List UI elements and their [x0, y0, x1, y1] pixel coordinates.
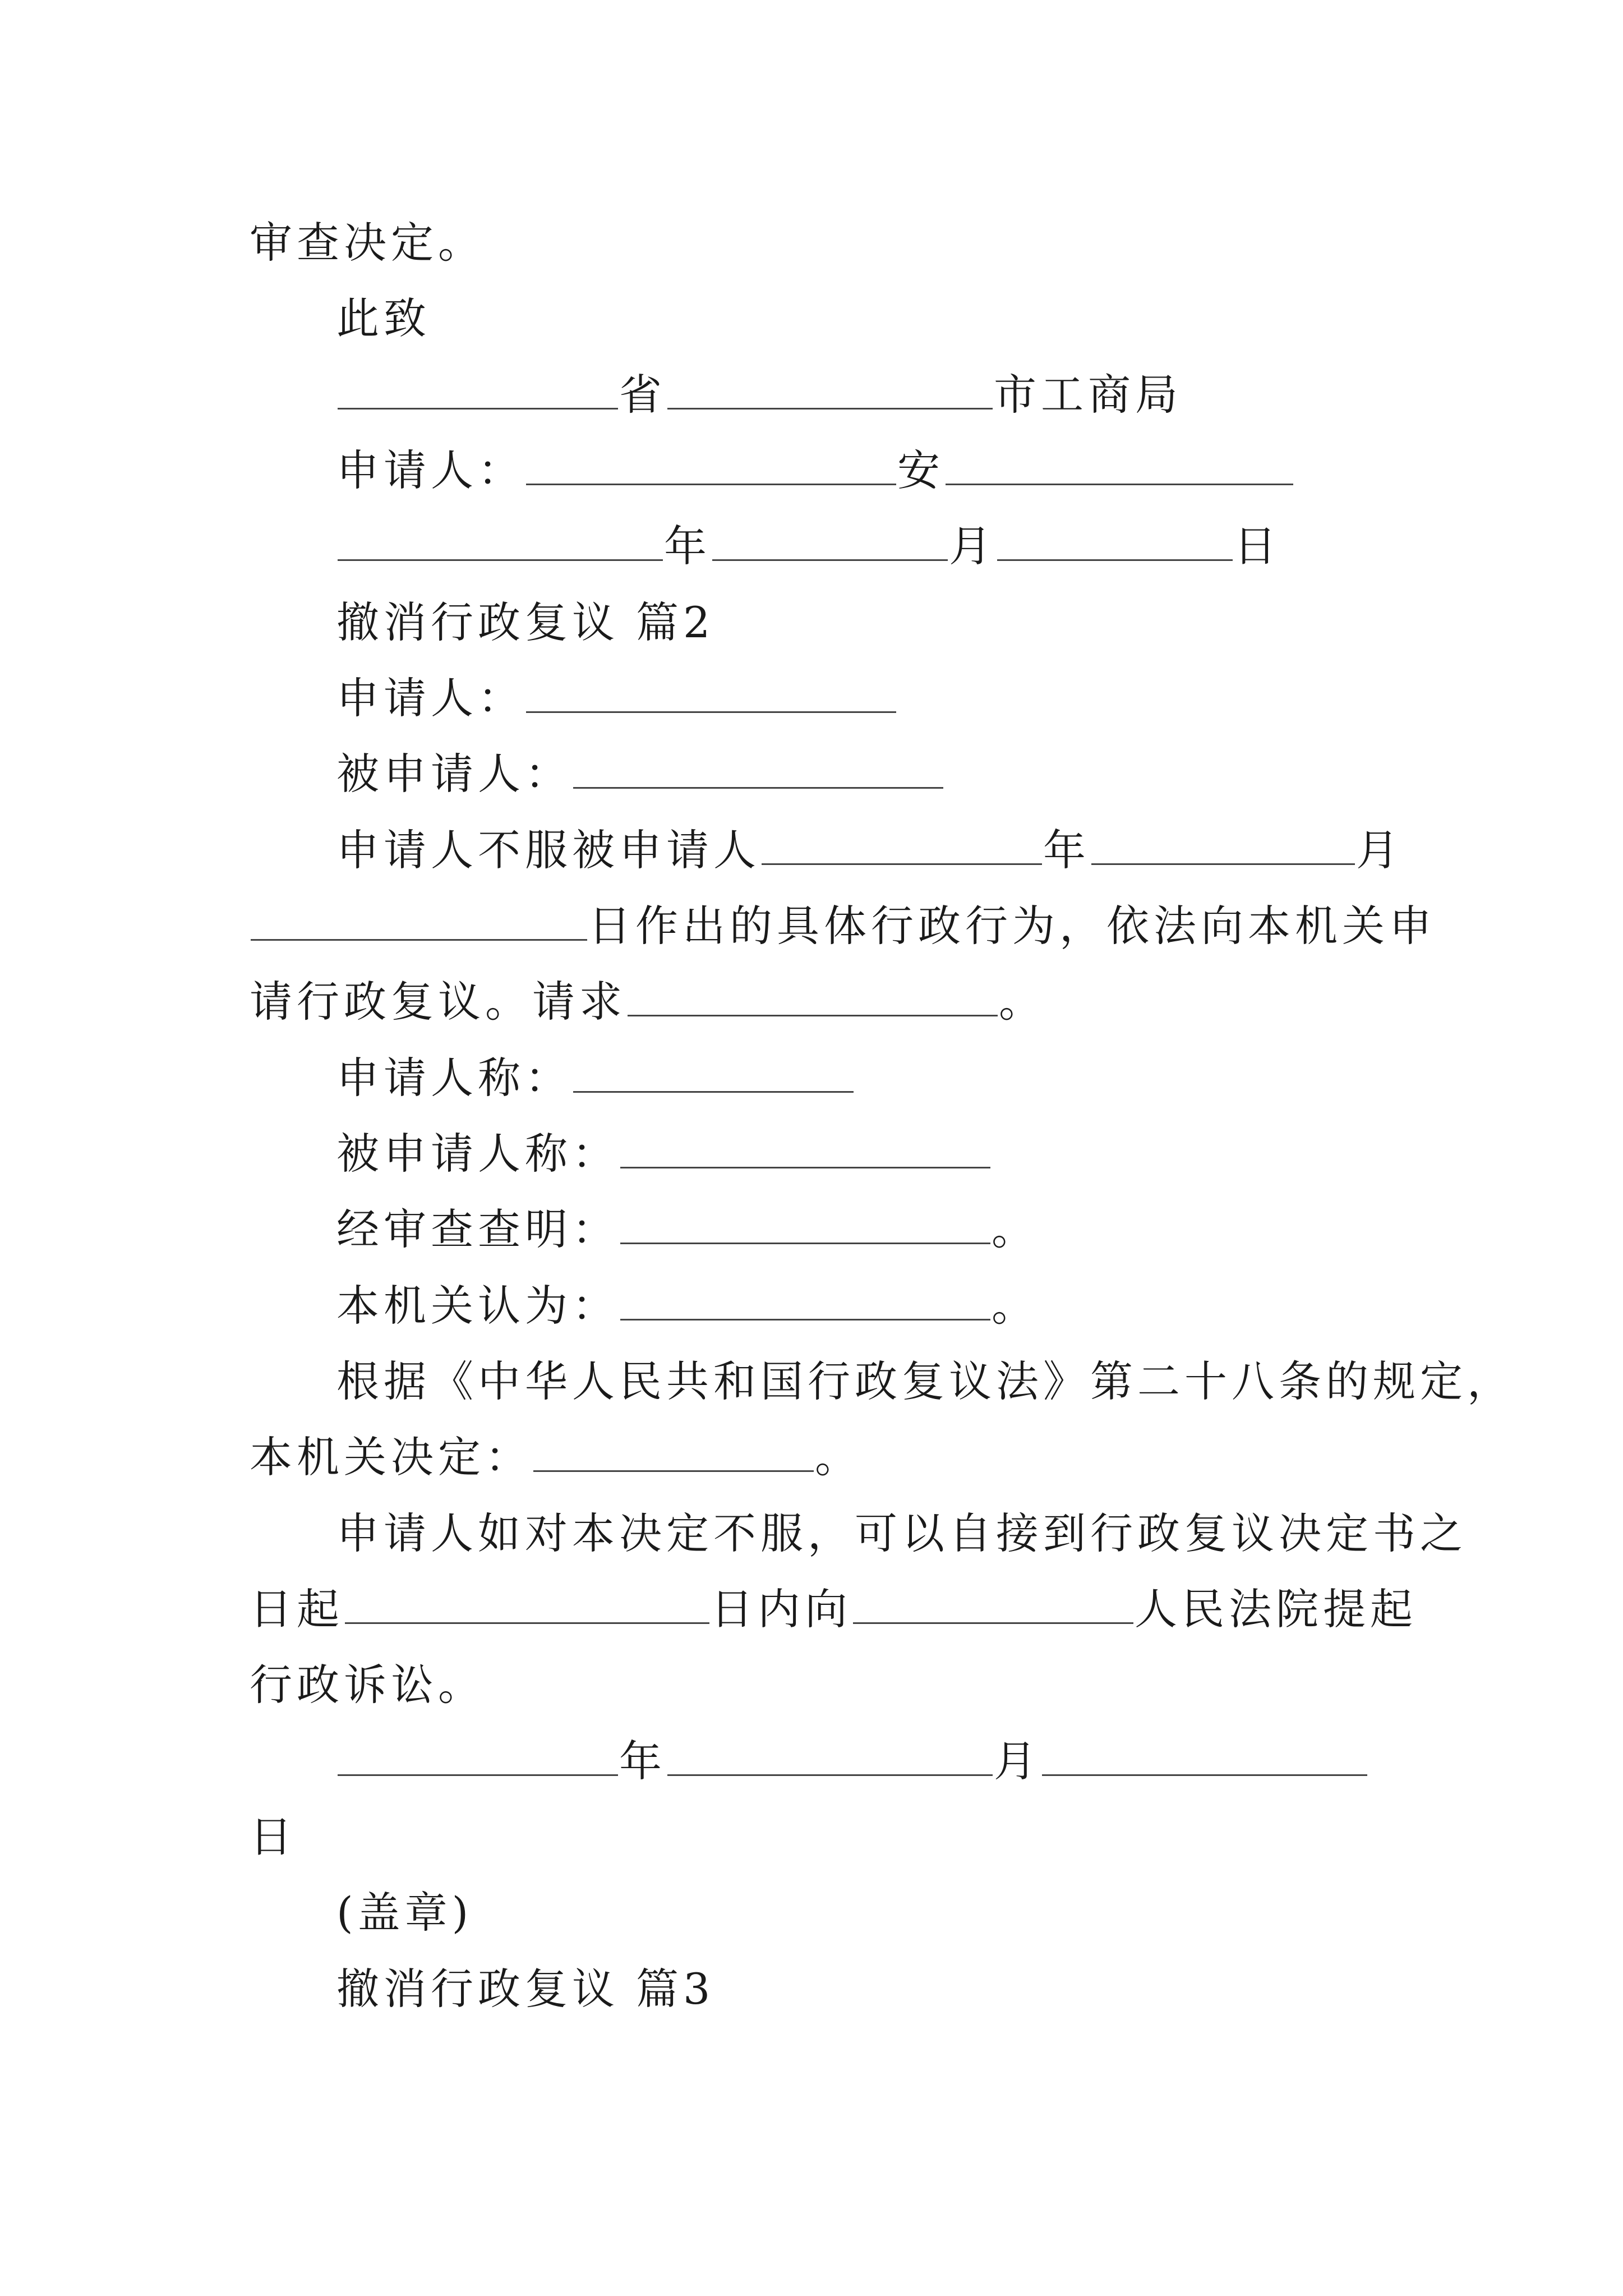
applicant-field-line: 申请人：: [336, 660, 1394, 737]
blank-field[interactable]: [997, 522, 1233, 561]
seal-label: (盖章): [336, 1888, 473, 1938]
date-line: 年 月: [336, 1723, 1394, 1800]
blank-field[interactable]: [338, 1737, 618, 1776]
text-line: 根据《中华人民共和国行政复议法》第二十八条的规定，: [336, 1356, 1514, 1406]
text-line: 本机关决定： 。: [250, 1432, 862, 1482]
text-line: 审查决定。: [250, 218, 485, 268]
blank-field[interactable]: [762, 826, 1042, 865]
respondent-field-line: 被申请人：: [336, 736, 1394, 812]
blank-field[interactable]: [1091, 826, 1355, 865]
section-heading: 撤消行政复议 篇2: [336, 597, 715, 647]
addressee-line: 省 市工商局: [336, 357, 1394, 433]
blank-field[interactable]: [620, 1205, 990, 1244]
section-heading: 撤消行政复议 篇3: [336, 1964, 715, 2014]
text-line: 日起 日内向 人民法院提起: [250, 1584, 1417, 1634]
blank-field[interactable]: [526, 447, 896, 485]
text-line: 经审查查明： 。: [336, 1204, 1039, 1254]
blank-field[interactable]: [853, 1585, 1133, 1624]
blank-field[interactable]: [620, 1282, 990, 1320]
blank-field[interactable]: [946, 447, 1293, 485]
text-line: 申请人称：: [336, 1040, 1394, 1116]
blank-field[interactable]: [712, 522, 948, 561]
applicant-line: 申请人： 安: [336, 432, 1394, 509]
blank-field[interactable]: [338, 371, 618, 409]
blank-field[interactable]: [620, 1130, 990, 1168]
blank-field[interactable]: [345, 1585, 709, 1624]
text-line: 日作出的具体行政行为，依法向本机关申: [250, 888, 1394, 964]
text-line: 被申请人称：: [336, 1116, 1394, 1192]
blank-field[interactable]: [667, 371, 993, 409]
text-line: 申请人如对本决定不服，可以自接到行政复议决定书之: [336, 1508, 1467, 1558]
blank-field[interactable]: [573, 750, 943, 789]
blank-field[interactable]: [628, 978, 998, 1016]
date-line: 年 月 日: [336, 508, 1394, 585]
text-line: 请行政复议。请求 。: [250, 977, 1046, 1027]
blank-field[interactable]: [573, 1054, 854, 1093]
blank-field[interactable]: [251, 902, 587, 941]
text-line: 本机关认为： 。: [336, 1281, 1039, 1331]
blank-field[interactable]: [1042, 1737, 1367, 1776]
blank-field[interactable]: [526, 674, 896, 713]
text-line: 行政诉讼。: [250, 1660, 485, 1710]
salutation: 此致: [336, 293, 431, 343]
blank-field[interactable]: [533, 1433, 814, 1472]
text-line: 日: [250, 1812, 297, 1862]
blank-field[interactable]: [338, 522, 663, 561]
text-line: 申请人不服被申请人 年 月: [336, 825, 1403, 875]
blank-field[interactable]: [667, 1737, 993, 1776]
